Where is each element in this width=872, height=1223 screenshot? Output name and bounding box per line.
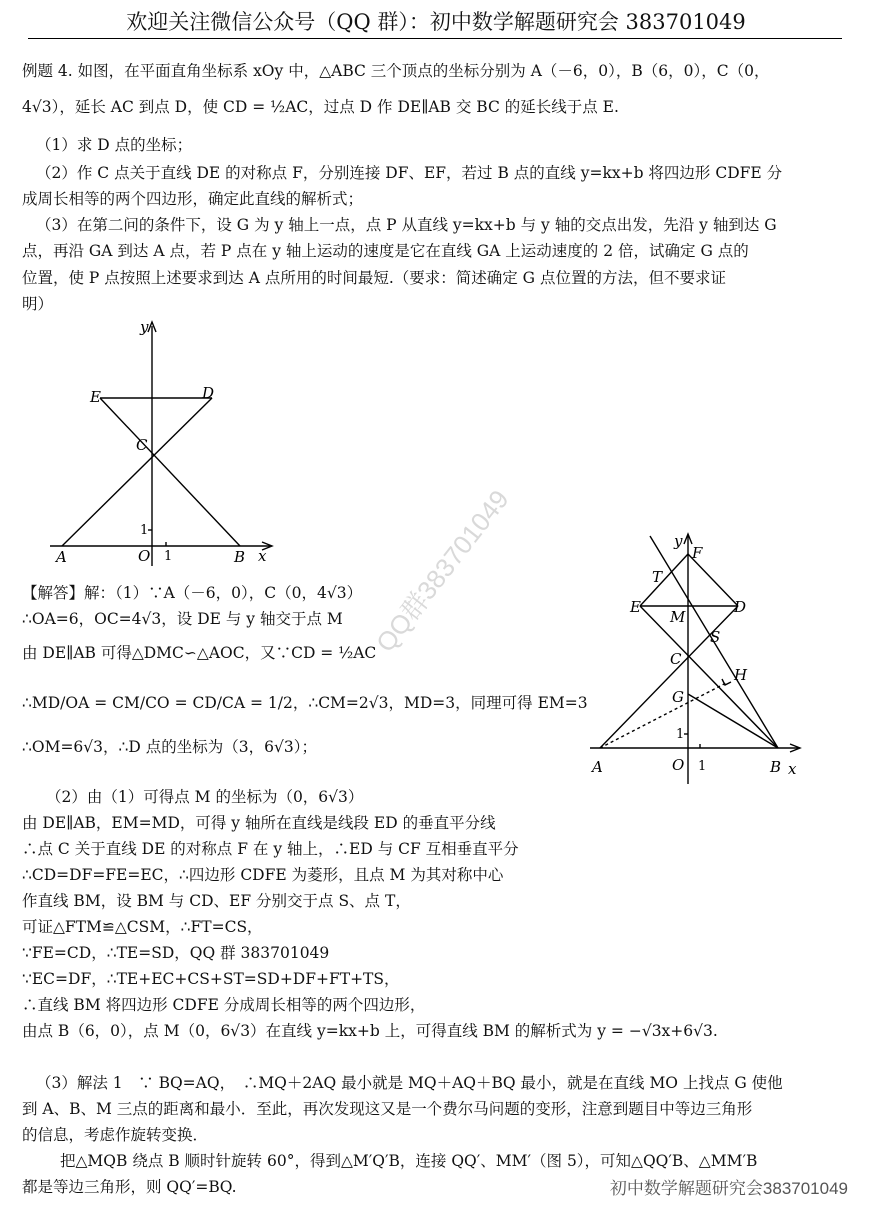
figure-1 [40,318,280,570]
label-one-x: 1 [698,759,707,774]
line-be [640,606,778,748]
label-y: y [140,318,149,336]
header-rule [28,38,842,39]
watermark: QQ群383701049 [369,484,515,658]
solution-line-2: ∴OA=6，OC=4√3，设 DE 与 y 轴交于点 M [22,610,343,628]
label-a: A [592,758,603,776]
label-one-y: 1 [140,523,149,538]
label-s: S [710,628,721,646]
solution-line-1: 【解答】解：（1）∵A（－6，0），C（0，4√3） [22,584,363,602]
part2-line-5: 作直线 BM，设 BM 与 CD、EF 分别交于点 S、点 T， [22,892,411,910]
label-h: H [734,666,748,684]
part2-line-6: 可证△FTM≌△CSM，∴FT=CS， [22,918,263,936]
method1-line-2: 到 A、B、M 三点的距离和最小．至此，再次发现这又是一个费尔马问题的变形，注意到题目中等边三角形 [22,1100,753,1118]
question-2-b: 成周长相等的两个四边形，确定此直线的解析式； [22,190,364,208]
solution-line-5: ∴OM=6√3，∴D 点的坐标为（3，6√3）； [22,738,317,756]
question-1: （1）求 D 点的坐标； [36,136,193,154]
part2-line-10: 由点 B（6，0），点 M（0，6√3）在直线 y=kx+b 上，可得直线 BM 的解析式为 y = −√3x+6√3. [22,1022,718,1040]
method1-line-1: （3）解法 1 ∵ BQ=AQ， ∴MQ＋2AQ 最小就是 MQ＋AQ＋BQ 最小，就是在直线 MO 上找点 G 使他 [36,1074,783,1092]
footer-watermark: 初中数学解题研究会383701049 [609,1179,848,1198]
part2-line-7: ∵FE=CD，∴TE=SD，QQ 群 383701049 [22,944,330,962]
label-f: F [692,544,703,562]
label-d: D [734,598,747,616]
label-e: E [90,388,101,406]
figure-2 [584,530,812,790]
part2-line-1: （2）由（1）可得点 M 的坐标为（0，6√3） [46,788,364,806]
solution-line-3: 由 DE∥AB 可得△DMC∽△AOC，又∵CD = ½AC [22,644,377,662]
label-one-x: 1 [164,549,173,564]
label-e: E [630,598,641,616]
label-t: T [652,568,663,586]
line-be [100,398,240,546]
part2-line-8: ∵EC=DF，∴TE+EC+CS+ST=SD+DF+FT+TS， [22,970,400,988]
label-d: D [202,384,215,402]
problem-line-1: 例题 4. 如图，在平面直角坐标系 xOy 中，△ABC 三个顶点的坐标分别为 A（－6，0），B（6，0），C（0， [22,62,770,80]
label-x: x [788,760,797,778]
label-o: O [672,756,685,774]
page-header: 欢迎关注微信公众号（QQ 群）：初中数学解题研究会 383701049 [126,10,746,34]
segment-ef [640,554,688,606]
question-3-c: 位置，使 P 点按照上述要求到达 A 点所用的时间最短.（要求：简述确定 G 点位置的方法，但不要求证 [22,269,726,287]
method1-line-3: 的信息，考虑作旋转变换． [22,1126,209,1144]
dashed-ah [600,682,728,748]
label-o: O [138,547,151,565]
part2-line-3: ∴点 C 关于直线 DE 的对称点 F 在 y 轴上，∴ED 与 CF 互相垂直平分 [22,840,519,858]
question-3-d: 明） [22,295,54,313]
method1-line-4: 把△MQB 绕点 B 顺时针旋转 60°，得到△M′Q′B，连接 QQ′、MM′（图 5），可知△QQ′B、△MM′B [60,1152,758,1170]
label-one-y: 1 [676,727,685,742]
part2-line-9: ∴直线 BM 将四边形 CDFE 分成周长相等的两个四边形， [22,996,426,1014]
question-2-a: （2）作 C 点关于直线 DE 的对称点 F，分别连接 DF、EF，若过 B 点的直线 y=kx+b 将四边形 CDFE 分 [36,164,783,182]
part2-line-4: ∴CD=DF=FE=EC，∴四边形 CDFE 为菱形，且点 M 为其对称中心 [22,866,504,884]
label-g: G [672,688,684,706]
problem-line-2: 4√3），延长 AC 到点 D，使 CD = ½AC，过点 D 作 DE∥AB 交 BC 的延长线于点 E. [22,98,619,116]
label-b: B [234,548,246,566]
line-ad [62,398,212,546]
label-c: C [670,650,682,668]
label-a: A [56,548,67,566]
label-c: C [136,436,148,454]
question-3-a: （3）在第二问的条件下，设 G 为 y 轴上一点，点 P 从直线 y=kx+b 与 y 轴的交点出发，先沿 y 轴到达 G [36,216,777,234]
label-x: x [258,547,267,565]
question-3-b: 点，再沿 GA 到达 A 点，若 P 点在 y 轴上运动的速度是它在直线 GA 上运动速度的 2 倍，试确定 G 点的 [22,242,749,260]
solution-line-4: ∴MD/OA = CM/CO = CD/CA = 1/2，∴CM=2√3，MD=3，同理可得 EM=3 [22,694,588,712]
label-b: B [770,758,782,776]
label-m: M [670,608,686,626]
method1-line-5: 都是等边三角形，则 QQ′=BQ. [22,1178,237,1196]
part2-line-2: 由 DE∥AB，EM=MD，可得 y 轴所在直线是线段 ED 的垂直平分线 [22,814,496,832]
label-y: y [674,532,683,550]
